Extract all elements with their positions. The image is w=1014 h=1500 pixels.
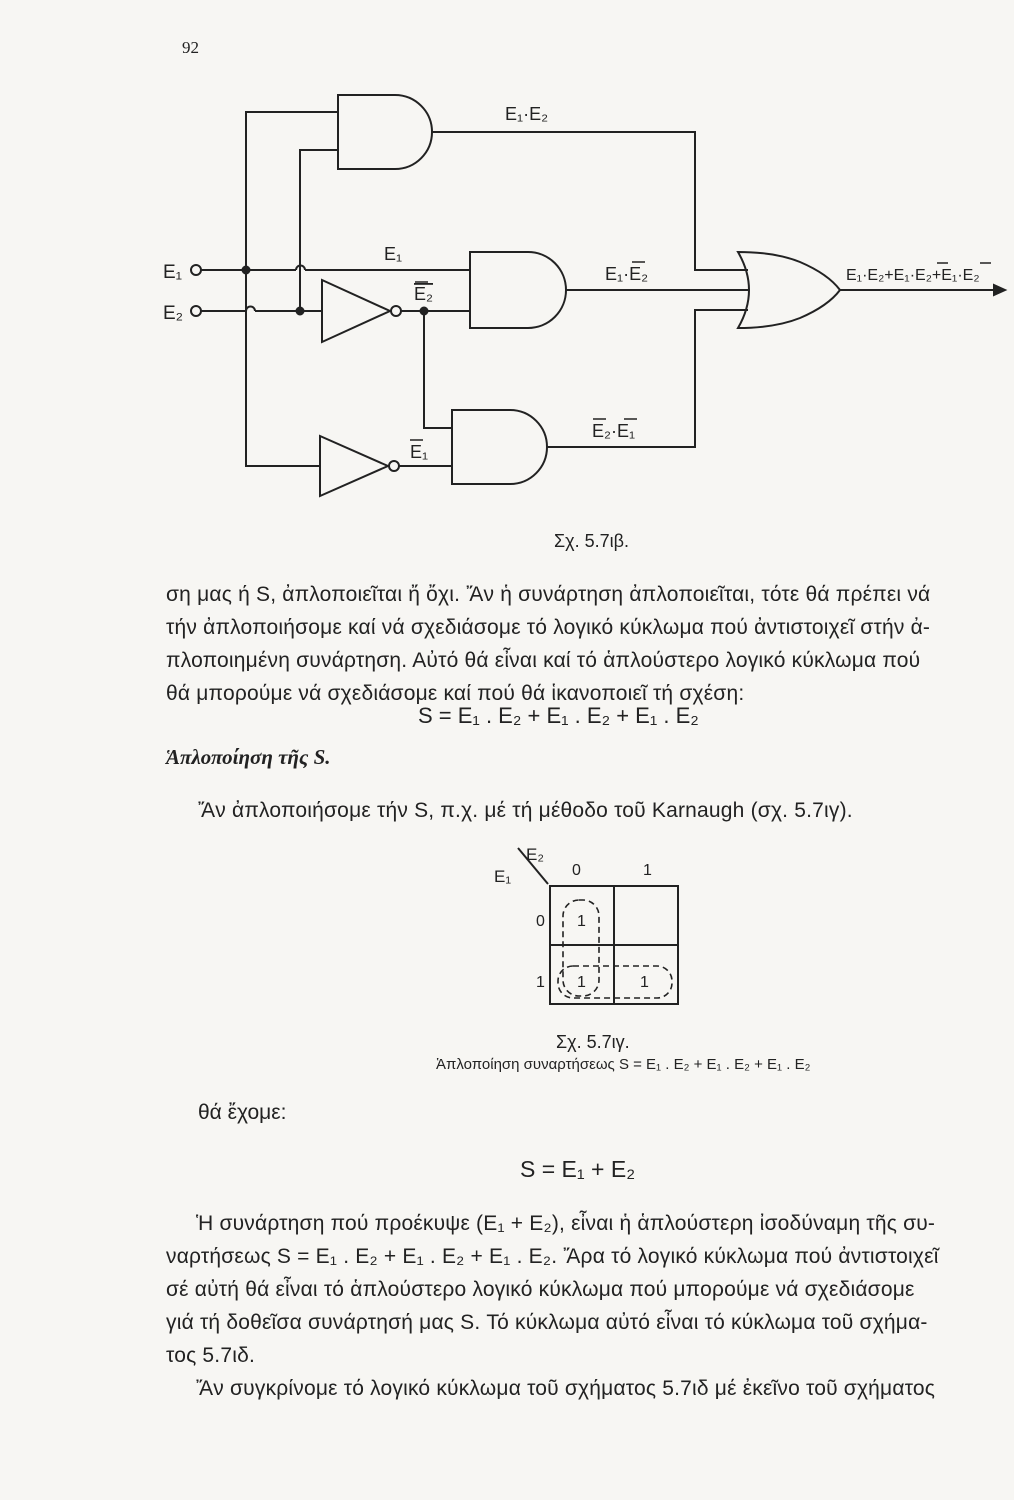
page-number: 92 bbox=[182, 38, 199, 57]
section-heading: Ἁπλοποίηση τῆς S. bbox=[166, 745, 331, 769]
kmap-cell: 1 bbox=[640, 974, 649, 991]
paragraph-1-line: θά μπορούμε νά σχεδιάσομε καί πού θά ἱκανοποιεῖ τή σχέση: bbox=[166, 682, 745, 705]
input-e2-terminal bbox=[191, 306, 201, 316]
and-gate-3 bbox=[452, 410, 547, 484]
kmap-col-header: 1 bbox=[643, 862, 652, 879]
e1bar-wire-label: E₁ bbox=[410, 442, 429, 462]
paragraph-1-line: πλοποιημένη συνάρτηση. Αὐτό θά εἶναι καί τό ἁπλούστερο λογικό κύκλωμα πού bbox=[166, 649, 921, 672]
paragraph-3-line: ναρτήσεως S = E₁ . E₂ + E₁ . E₂ + E₁ . E₂. Ἄρα τό λογικό κύκλωμα πού ἀντιστοιχεῖ bbox=[166, 1245, 939, 1268]
not-gate-e2 bbox=[322, 280, 390, 342]
paragraph-3-line: γιά τή δοθεῖσα συνάρτησή μας S. Τό κύκλωμα αὐτό εἶναι τό κύκλωμα τοῦ σχήμα- bbox=[166, 1311, 928, 1334]
e1-wire-label: E₁ bbox=[384, 244, 403, 264]
e1-up-wire bbox=[246, 112, 338, 270]
not-gate-e1 bbox=[320, 436, 388, 496]
paragraph-3 bbox=[166, 1207, 1006, 1405]
input-e1-terminal bbox=[191, 265, 201, 275]
figure-caption-5-7ib: Σχ. 5.7ιβ. bbox=[554, 531, 629, 551]
paragraph-1-line: τήν ἀπλοποιήσομε καί νά σχεδιάσομε τό λογικό κύκλωμα πού ἀντιστοιχεῖ στήν ἀ- bbox=[166, 616, 931, 639]
logic-circuit-diagram bbox=[0, 0, 1014, 520]
figure-caption-5-7ig: Σχ. 5.7ιγ. bbox=[556, 1032, 630, 1052]
kmap-col-var: E₂ bbox=[526, 845, 544, 864]
and-gate-1 bbox=[338, 95, 432, 169]
and3-output-label: E₂·E₁ bbox=[592, 421, 636, 441]
and2-output-label: E₁·E₂ bbox=[605, 264, 649, 284]
paragraph-1 bbox=[166, 578, 1006, 710]
e2-up-wire bbox=[300, 150, 338, 311]
and1-output-label: E₁·E₂ bbox=[505, 104, 549, 124]
input-e2-label: E₂ bbox=[163, 303, 184, 324]
e2bar-wire-label: E₂ bbox=[414, 284, 433, 304]
karnaugh-map bbox=[480, 838, 700, 1038]
paragraph-3-line: σέ αὐτή θά εἶναι τό ἁπλούστερο λογικό κύκλωμα πού μπορούμε νά σχεδιάσομε bbox=[166, 1278, 915, 1301]
paragraph-3-line: τος 5.7ιδ. bbox=[166, 1344, 256, 1367]
tha-exome-text: θά ἔχομε: bbox=[198, 1101, 287, 1124]
and-gate-2 bbox=[470, 252, 566, 328]
kmap-row-var: E₁ bbox=[494, 867, 512, 886]
kmap-row-header: 0 bbox=[536, 913, 545, 930]
kmap-row-header: 1 bbox=[536, 974, 545, 991]
or-output-label: E₁·E₂+E₁·E₂+E₁·E₂ bbox=[846, 267, 980, 284]
paragraph-3-line: Ἄν συγκρίνομε τό λογικό κύκλωμα τοῦ σχήματος 5.7ιδ μέ ἐκεῖνο τοῦ σχήματος bbox=[196, 1377, 936, 1400]
or-gate bbox=[738, 252, 840, 328]
input-e1-label: E₁ bbox=[163, 262, 183, 283]
formula-1: S = E₁ . E₂ + E₁ . E₂ + E₁ . E₂ bbox=[418, 703, 699, 728]
paragraph-3-line: Ἡ συνάρτηση πού προέκυψε (E₁ + E₂), εἶναι ἡ ἁπλούστερη ἰσοδύναμη τῆς συ- bbox=[196, 1212, 936, 1235]
paragraph-2: Ἄν ἀπλοποιήσομε τήν S, π.χ. μέ τή μέθοδο τοῦ Karnaugh (σχ. 5.7ιγ). bbox=[198, 799, 853, 822]
paragraph-1-line: ση μας ή S, ἀπλοποιεῖται ἤ ὄχι. Ἄν ἡ συνάρτηση ἀπλοποιεῖται, τότε θά πρέπει νά bbox=[166, 583, 931, 606]
kmap-col-header: 0 bbox=[572, 862, 581, 879]
formula-2: S = E₁ + E₂ bbox=[520, 1156, 636, 1182]
kmap-cell: 1 bbox=[577, 974, 586, 991]
figure-caption-5-7ig-subtitle: Ἁπλοποίηση συναρτήσεως S = E₁ . E₂ + E₁ . E₂ + E₁ . E₂ bbox=[436, 1056, 811, 1073]
kmap-cell: 1 bbox=[577, 913, 586, 930]
